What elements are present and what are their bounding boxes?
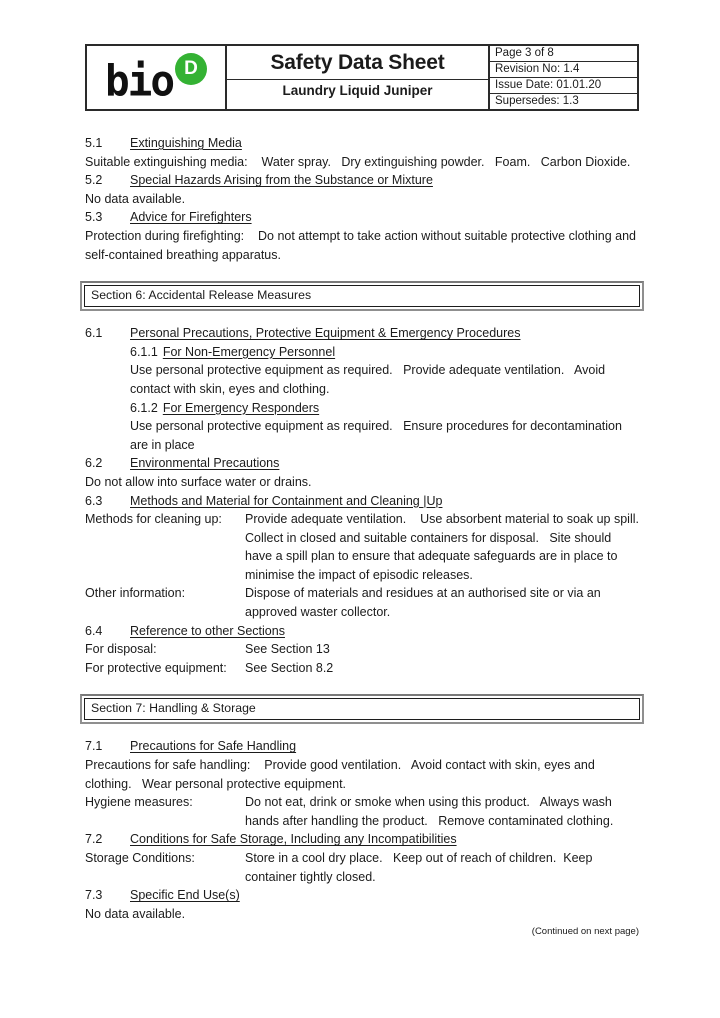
logo-badge: D (175, 53, 207, 85)
section-subheading (85, 737, 639, 756)
heading-number: 6.1.2 (130, 400, 158, 415)
kv-row (85, 849, 639, 886)
section-banner (80, 694, 644, 724)
issue-date: Issue Date: 01.01.20 (490, 78, 637, 94)
section-banner-text: Section 6: Accidental Release Measures (84, 285, 640, 307)
kv-label: Hygiene measures: (85, 795, 193, 810)
heading-text: Specific End Use(s) (130, 888, 240, 903)
section-subheading (85, 171, 639, 190)
heading-text: Extinguishing Media (130, 136, 242, 150)
kv-label: Other information: (85, 586, 186, 601)
heading-number: 6.1 (85, 326, 103, 341)
page-number: Page 3 of 8 (490, 46, 637, 62)
section-subheading (85, 830, 639, 849)
paragraph: Protection during firefighting: Do not attempt to take action without suitable protective clothing and self-contained breathing apparatus. (85, 228, 640, 262)
kv-label: Storage Conditions: (85, 851, 195, 865)
heading-number: 5.1 (85, 136, 103, 150)
brand-logo (104, 53, 207, 107)
sub-subheading (130, 343, 639, 362)
heading-text: Environmental Precautions (130, 456, 280, 471)
heading-text: Conditions for Safe Storage, Including any Incompatibilities (130, 832, 457, 847)
header-title-cell (225, 46, 490, 109)
heading-number: 6.1.1 (130, 344, 158, 359)
section-subheading (85, 886, 639, 905)
section-banner (80, 281, 644, 311)
indented-paragraph: Use personal protective equipment as required. Provide adequate ventilation. Avoid contact with skin, eyes and clothing. (130, 363, 609, 396)
paragraph: Precautions for safe handling: Provide good ventilation. Avoid contact with skin, eyes and clothing. Wear personal protective equipment. (85, 758, 599, 791)
section-subheading (85, 324, 639, 343)
section-subheading (85, 208, 639, 227)
kv-value: Dispose of materials and residues at an authorised site or via an approved waster collector. (245, 586, 605, 620)
heading-text: For Emergency Responders (162, 400, 320, 415)
kv-label: For disposal: (85, 642, 157, 657)
kv-row (85, 510, 646, 584)
section-subheading (85, 134, 639, 153)
document-body (85, 134, 646, 938)
section-subheading (85, 492, 639, 511)
paragraph: Suitable extinguishing media: Water spray. Dry extinguishing powder. Foam. Carbon Dioxide. (85, 154, 631, 169)
product-name: Laundry Liquid Juniper (282, 83, 433, 98)
sub-subheading (130, 399, 639, 418)
heading-text: Personal Precautions, Protective Equipment & Emergency Procedures (130, 326, 521, 341)
heading-number: 7.3 (85, 888, 103, 903)
kv-value: See Section 13 (245, 642, 330, 657)
kv-label: For protective equipment: (85, 660, 227, 675)
kv-value: Store in a cool dry place. Keep out of reach of children. Keep container tightly closed. (245, 851, 596, 884)
paragraph: No data available. (85, 906, 186, 921)
header-logo-cell (87, 46, 225, 109)
heading-number: 5.3 (85, 210, 103, 225)
kv-row (85, 793, 639, 830)
logo-text: bio (104, 55, 174, 107)
continued-note: (Continued on next page) (531, 926, 639, 938)
kv-row (85, 659, 639, 678)
heading-number: 6.4 (85, 623, 103, 638)
supersedes: Supersedes: 1.3 (495, 94, 579, 107)
kv-value: Do not eat, drink or smoke when using this product. Always wash hands after handling the product. Remove contaminated clothing. (245, 795, 616, 828)
header-meta-cell (490, 46, 637, 109)
heading-number: 5.2 (85, 173, 103, 188)
kv-label: Methods for cleaning up: (85, 512, 222, 527)
heading-text: Precautions for Safe Handling (130, 739, 297, 754)
heading-text: For Non-Emergency Personnel (162, 344, 336, 359)
document-title: Safety Data Sheet (227, 46, 488, 80)
header-table (85, 44, 639, 111)
heading-text: Methods and Material for Containment and Cleaning |Up (130, 493, 443, 508)
indented-paragraph: Use personal protective equipment as required. Ensure procedures for decontamination are in place (130, 419, 626, 452)
heading-text: Reference to other Sections (130, 623, 285, 638)
heading-number: 7.2 (85, 832, 103, 847)
heading-number: 7.1 (85, 739, 103, 754)
section-banner-text: Section 7: Handling & Storage (84, 698, 640, 720)
heading-number: 6.2 (85, 456, 103, 471)
paragraph: No data available. (85, 191, 186, 206)
kv-value: See Section 8.2 (245, 660, 334, 675)
paragraph: Do not allow into surface water or drains. (85, 474, 312, 489)
kv-value: Provide adequate ventilation. Use absorbent material to soak up spill. Collect in closed and suitable containers for disposal. Site should have a spill plan to ensure that adequate safeguards are in place to minimise the impact of episodic releases. (245, 512, 646, 582)
heading-text: Special Hazards Arising from the Substance or Mixture (130, 173, 433, 188)
heading-text: Advice for Firefighters (130, 210, 252, 225)
section-subheading (85, 622, 639, 641)
heading-number: 6.3 (85, 493, 103, 508)
kv-row (85, 584, 639, 621)
kv-row (85, 640, 639, 659)
revision-number: Revision No: 1.4 (490, 62, 637, 78)
section-subheading (85, 454, 639, 473)
